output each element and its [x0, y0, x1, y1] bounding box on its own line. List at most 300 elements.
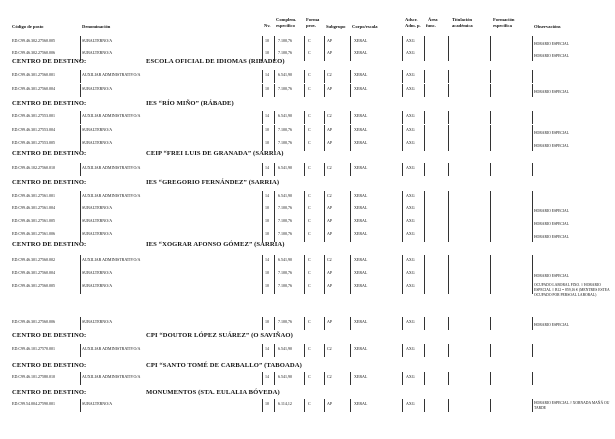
column-divider: [448, 48, 449, 61]
column-divider: [490, 229, 491, 242]
cell-comp: 6.541,90: [278, 113, 292, 118]
column-divider: [490, 372, 491, 385]
column-divider: [324, 84, 325, 97]
cell-comp: 7.100,76: [278, 50, 292, 55]
cell-sub: AP: [327, 270, 333, 275]
cell-adscr: AXG: [406, 140, 415, 145]
cell-observacions: OCUPADO LABORAL FIXO. // HORARIO ESPECIAL // B12 = 859,16 € (MENTRES ESTEA OCUPADO POR PERSOAL LABORAL): [534, 283, 610, 298]
column-divider: [262, 125, 263, 138]
cell-corpo: XERAL: [354, 50, 368, 55]
cell-sub: C2: [327, 72, 332, 77]
column-divider: [532, 281, 533, 294]
cell-observacions: HORARIO ESPECIAL: [534, 274, 569, 278]
cell-comp: 7.100,76: [278, 38, 292, 43]
section-name: IES “XOGRAR AFONSO GÓMEZ” (SARRIA): [146, 241, 285, 248]
column-divider: [402, 111, 403, 124]
cell-observacions: HORARIO ESPECIAL: [534, 323, 569, 327]
column-divider: [532, 163, 533, 176]
section-label: CENTRO DE DESTINO:: [12, 241, 87, 248]
column-divider: [350, 399, 351, 412]
cell-code: ED.C99.46.301.27561.001: [12, 193, 55, 198]
cell-corpo: XERAL: [354, 113, 368, 118]
cell-code: ED.C99.46.301.27561.004: [12, 205, 55, 210]
column-divider: [304, 84, 305, 97]
cell-code: ED.C99.46.301.27553.004: [12, 127, 55, 132]
column-divider: [424, 268, 425, 281]
column-divider: [490, 70, 491, 83]
column-divider: [402, 344, 403, 357]
cell-nv: 10: [265, 205, 269, 210]
column-divider: [402, 281, 403, 294]
column-divider: [490, 48, 491, 61]
column-divider: [324, 281, 325, 294]
column-divider: [274, 281, 275, 294]
cell-observacions: HORARIO ESPECIAL: [534, 209, 569, 213]
cell-den: AUXILIAR ADMINISTRATIVO/A: [82, 72, 141, 77]
section-label: CENTRO DE DESTINO:: [12, 58, 87, 65]
column-divider: [274, 216, 275, 229]
section-name: CPI “DOUTOR LÓPEZ SUÁREZ” (O SAVIÑAO): [146, 332, 293, 339]
column-divider: [424, 344, 425, 357]
cell-observacions: HORARIO ESPECIAL: [534, 222, 569, 226]
cell-forma: C: [308, 346, 311, 351]
header-formacion: Formación: [493, 17, 515, 22]
header-denominacion: Denominación: [82, 24, 111, 29]
column-divider: [490, 255, 491, 268]
column-divider: [350, 216, 351, 229]
cell-den: AUXILIAR ADMINISTRATIVO/A: [82, 193, 141, 198]
header-adm: Adm. p.: [405, 23, 421, 28]
cell-den: AUXILIAR ADMINISTRATIVO/A: [82, 374, 141, 379]
cell-corpo: XERAL: [354, 38, 368, 43]
column-divider: [350, 163, 351, 176]
cell-den: SUBALTERNO/A: [82, 231, 113, 236]
cell-forma: C: [308, 257, 311, 262]
cell-sub: AP: [327, 283, 333, 288]
cell-adscr: AXG: [406, 165, 415, 170]
section-name: IES “RÍO MIÑO” (RÁBADE): [146, 100, 234, 107]
column-divider: [304, 163, 305, 176]
column-divider: [350, 229, 351, 242]
cell-forma: C: [308, 231, 311, 236]
cell-comp: 7.100,76: [278, 319, 292, 324]
column-divider: [490, 216, 491, 229]
cell-observacions: HORARIO ESPECIAL: [534, 90, 569, 94]
column-divider: [262, 203, 263, 216]
column-divider: [424, 125, 425, 138]
column-divider: [402, 255, 403, 268]
column-divider: [402, 317, 403, 330]
cell-den: SUBALTERNO/A: [82, 401, 113, 406]
column-divider: [424, 84, 425, 97]
column-divider: [350, 281, 351, 294]
column-divider: [80, 125, 81, 138]
cell-den: SUBALTERNO/A: [82, 127, 113, 132]
cell-comp: 6.541,90: [278, 72, 292, 77]
section-name: CPI “SANTO TOMÉ DE CARBALLO” (TABOADA): [146, 362, 302, 369]
cell-den: AUXILIAR ADMINISTRATIVO/A: [82, 257, 141, 262]
cell-corpo: XERAL: [354, 283, 368, 288]
column-divider: [350, 203, 351, 216]
column-divider: [532, 111, 533, 124]
column-divider: [80, 203, 81, 216]
cell-code: ED.C99.46.301.27560.002: [12, 257, 55, 262]
column-divider: [448, 399, 449, 412]
column-divider: [324, 399, 325, 412]
column-divider: [424, 317, 425, 330]
cell-sub: AP: [327, 205, 333, 210]
cell-adscr: AXG: [406, 38, 415, 43]
column-divider: [490, 163, 491, 176]
cell-forma: C: [308, 205, 311, 210]
column-divider: [274, 255, 275, 268]
column-divider: [324, 70, 325, 83]
column-divider: [490, 281, 491, 294]
cell-sub: AP: [327, 50, 333, 55]
section-label: CENTRO DE DESTINO:: [12, 389, 87, 396]
cell-code: ED.C99.46.301.27560.005: [12, 283, 55, 288]
section-label: CENTRO DE DESTINO:: [12, 150, 87, 157]
cell-nv: 14: [265, 374, 269, 379]
cell-nv: 10: [265, 283, 269, 288]
cell-den: SUBALTERNO/A: [82, 140, 113, 145]
column-divider: [274, 203, 275, 216]
cell-observacions: HORARIO ESPECIAL // XORNADA MAÑÁ OU TARDE: [534, 401, 610, 411]
header-area: Área: [428, 17, 438, 22]
cell-sub: AP: [327, 401, 333, 406]
section-label: CENTRO DE DESTINO:: [12, 100, 87, 107]
column-divider: [274, 399, 275, 412]
cell-comp: 7.100,76: [278, 86, 292, 91]
cell-forma: C: [308, 38, 311, 43]
cell-nv: 14: [265, 257, 269, 262]
column-divider: [532, 70, 533, 83]
section-name: CEIP “FREI LUIS DE GRANADA” (SARRIA): [146, 150, 284, 157]
column-divider: [350, 268, 351, 281]
cell-forma: C: [308, 165, 311, 170]
cell-nv: 14: [265, 346, 269, 351]
column-divider: [262, 344, 263, 357]
column-divider: [424, 48, 425, 61]
cell-code: ED.C99.46.301.27560.004: [12, 86, 55, 91]
cell-code: ED.C99.46.101.27570.001: [12, 346, 55, 351]
column-divider: [448, 125, 449, 138]
cell-nv: 10: [265, 401, 269, 406]
cell-nv: 10: [265, 50, 269, 55]
column-divider: [448, 268, 449, 281]
cell-comp: 7.100,76: [278, 140, 292, 145]
column-divider: [262, 84, 263, 97]
column-divider: [448, 70, 449, 83]
section-label: CENTRO DE DESTINO:: [12, 332, 87, 339]
cell-forma: C: [308, 72, 311, 77]
cell-comp: 7.100,76: [278, 283, 292, 288]
column-divider: [448, 111, 449, 124]
cell-adscr: AXG: [406, 193, 415, 198]
cell-nv: 14: [265, 165, 269, 170]
column-divider: [350, 111, 351, 124]
cell-den: AUXILIAR ADMINISTRATIVO/A: [82, 165, 141, 170]
column-divider: [80, 344, 81, 357]
column-divider: [532, 48, 533, 61]
column-divider: [402, 203, 403, 216]
cell-adscr: AXG: [406, 257, 415, 262]
column-divider: [324, 163, 325, 176]
cell-corpo: XERAL: [354, 346, 368, 351]
cell-adscr: AXG: [406, 86, 415, 91]
column-divider: [80, 317, 81, 330]
cell-nv: 10: [265, 319, 269, 324]
header-corpo: Corpo/escala: [352, 24, 378, 29]
cell-sub: AP: [327, 231, 333, 236]
column-divider: [490, 399, 491, 412]
cell-adscr: AXG: [406, 205, 415, 210]
column-divider: [350, 138, 351, 151]
column-divider: [262, 216, 263, 229]
column-divider: [262, 399, 263, 412]
section-name: MONUMENTOS (STA. EULALIA BÓVEDA): [146, 389, 280, 396]
cell-nv: 10: [265, 38, 269, 43]
cell-adscr: AXG: [406, 374, 415, 379]
cell-adscr: AXG: [406, 50, 415, 55]
cell-corpo: XERAL: [354, 140, 368, 145]
column-divider: [402, 70, 403, 83]
cell-nv: 10: [265, 140, 269, 145]
column-divider: [80, 399, 81, 412]
column-divider: [424, 138, 425, 151]
column-divider: [424, 399, 425, 412]
cell-forma: C: [308, 319, 311, 324]
cell-comp: 7.100,76: [278, 127, 292, 132]
column-divider: [532, 216, 533, 229]
cell-observacions: HORARIO ESPECIAL: [534, 235, 569, 239]
cell-forma: C: [308, 140, 311, 145]
cell-corpo: XERAL: [354, 374, 368, 379]
column-divider: [402, 229, 403, 242]
column-divider: [304, 229, 305, 242]
cell-sub: AP: [327, 86, 333, 91]
column-divider: [448, 216, 449, 229]
section-name: IES “GREGORIO FERNÁNDEZ” (SARRIA): [146, 179, 280, 186]
column-divider: [448, 229, 449, 242]
column-divider: [424, 216, 425, 229]
cell-den: AUXILIAR ADMINISTRATIVO/A: [82, 113, 141, 118]
cell-code: ED.C99.46.102.27560.010: [12, 165, 55, 170]
cell-code: ED.C99.54.004.27590.001: [12, 401, 55, 406]
cell-corpo: XERAL: [354, 193, 368, 198]
column-divider: [350, 255, 351, 268]
cell-nv: 14: [265, 72, 269, 77]
column-divider: [80, 70, 81, 83]
cell-den: AUXILIAR ADMINISTRATIVO/A: [82, 346, 141, 351]
column-divider: [490, 268, 491, 281]
column-divider: [304, 203, 305, 216]
column-divider: [402, 268, 403, 281]
header-nv: Nv.: [264, 23, 271, 28]
header-observacions: Observacións: [534, 24, 561, 29]
column-divider: [262, 281, 263, 294]
cell-forma: C: [308, 193, 311, 198]
column-divider: [424, 255, 425, 268]
cell-adscr: AXG: [406, 218, 415, 223]
column-divider: [532, 125, 533, 138]
column-divider: [350, 70, 351, 83]
column-divider: [304, 281, 305, 294]
column-divider: [448, 281, 449, 294]
cell-sub: AP: [327, 319, 333, 324]
table-header: [0, 14, 615, 34]
cell-corpo: XERAL: [354, 72, 368, 77]
column-divider: [304, 216, 305, 229]
cell-nv: 10: [265, 270, 269, 275]
column-divider: [304, 344, 305, 357]
column-divider: [262, 317, 263, 330]
column-divider: [80, 84, 81, 97]
column-divider: [448, 84, 449, 97]
column-divider: [274, 111, 275, 124]
cell-forma: C: [308, 86, 311, 91]
column-divider: [324, 317, 325, 330]
cell-adscr: AXG: [406, 346, 415, 351]
cell-comp: 6.541,90: [278, 193, 292, 198]
section-label: CENTRO DE DESTINO:: [12, 362, 87, 369]
cell-adscr: AXG: [406, 283, 415, 288]
column-divider: [304, 317, 305, 330]
column-divider: [490, 317, 491, 330]
column-divider: [304, 268, 305, 281]
header-adscr: Adscr.: [405, 17, 418, 22]
column-divider: [324, 372, 325, 385]
cell-code: ED.C99.46.301.27561.006: [12, 231, 55, 236]
header-codigo: Código de posto: [12, 24, 44, 29]
column-divider: [350, 317, 351, 330]
column-divider: [402, 399, 403, 412]
cell-comp: 6.541,90: [278, 257, 292, 262]
column-divider: [448, 163, 449, 176]
cell-comp: 7.100,76: [278, 205, 292, 210]
column-divider: [402, 372, 403, 385]
column-divider: [80, 111, 81, 124]
cell-adscr: AXG: [406, 231, 415, 236]
column-divider: [324, 268, 325, 281]
column-divider: [274, 70, 275, 83]
column-divider: [424, 281, 425, 294]
cell-sub: AP: [327, 127, 333, 132]
cell-corpo: XERAL: [354, 270, 368, 275]
cell-code: ED.C99.46.101.27580.010: [12, 374, 55, 379]
column-divider: [80, 216, 81, 229]
header-subgrupo: Subgrupo: [326, 24, 346, 29]
cell-forma: C: [308, 270, 311, 275]
column-divider: [350, 372, 351, 385]
column-divider: [324, 344, 325, 357]
column-divider: [350, 48, 351, 61]
cell-sub: AP: [327, 38, 333, 43]
column-divider: [448, 344, 449, 357]
column-divider: [274, 84, 275, 97]
cell-adscr: AXG: [406, 401, 415, 406]
column-divider: [448, 317, 449, 330]
cell-sub: C2: [327, 374, 332, 379]
column-divider: [448, 372, 449, 385]
cell-code: ED.C99.46.301.27561.005: [12, 218, 55, 223]
cell-sub: AP: [327, 218, 333, 223]
cell-forma: C: [308, 401, 311, 406]
header-forma: Forma: [306, 17, 320, 22]
column-divider: [274, 163, 275, 176]
column-divider: [274, 125, 275, 138]
column-divider: [262, 268, 263, 281]
column-divider: [304, 399, 305, 412]
column-divider: [304, 372, 305, 385]
cell-code: ED.C99.46.301.27560.004: [12, 270, 55, 275]
cell-corpo: XERAL: [354, 319, 368, 324]
column-divider: [324, 111, 325, 124]
column-divider: [490, 84, 491, 97]
cell-den: SUBALTERNO/A: [82, 283, 113, 288]
cell-adscr: AXG: [406, 113, 415, 118]
cell-forma: C: [308, 283, 311, 288]
column-divider: [402, 84, 403, 97]
column-divider: [532, 203, 533, 216]
column-divider: [350, 125, 351, 138]
cell-corpo: XERAL: [354, 257, 368, 262]
column-divider: [262, 111, 263, 124]
column-divider: [274, 317, 275, 330]
column-divider: [262, 70, 263, 83]
cell-forma: C: [308, 113, 311, 118]
column-divider: [324, 216, 325, 229]
cell-sub: AP: [327, 140, 333, 145]
column-divider: [304, 70, 305, 83]
column-divider: [80, 281, 81, 294]
cell-corpo: XERAL: [354, 86, 368, 91]
header-especifico: específico: [276, 23, 295, 28]
column-divider: [274, 372, 275, 385]
cell-forma: C: [308, 127, 311, 132]
cell-den: SUBALTERNO/A: [82, 86, 113, 91]
column-divider: [262, 255, 263, 268]
cell-sub: C2: [327, 346, 332, 351]
cell-code: ED.C99.46.301.27553.001: [12, 113, 55, 118]
cell-corpo: XERAL: [354, 165, 368, 170]
cell-nv: 14: [265, 193, 269, 198]
section-name: ESCOLA OFICIAL DE IDIOMAS (RIBADEO): [146, 58, 285, 65]
cell-nv: 10: [265, 127, 269, 132]
column-divider: [80, 372, 81, 385]
cell-corpo: XERAL: [354, 127, 368, 132]
cell-adscr: AXG: [406, 127, 415, 132]
column-divider: [304, 111, 305, 124]
cell-code: ED.C99.46.301.27553.005: [12, 140, 55, 145]
cell-corpo: XERAL: [354, 401, 368, 406]
cell-comp: 7.100,76: [278, 231, 292, 236]
cell-comp: 6.541,90: [278, 374, 292, 379]
cell-nv: 10: [265, 218, 269, 223]
column-divider: [532, 344, 533, 357]
column-divider: [532, 84, 533, 97]
column-divider: [402, 163, 403, 176]
header-academica: académica: [452, 23, 473, 28]
column-divider: [424, 163, 425, 176]
column-divider: [304, 125, 305, 138]
column-divider: [262, 372, 263, 385]
cell-forma: C: [308, 218, 311, 223]
cell-nv: 10: [265, 86, 269, 91]
column-divider: [324, 203, 325, 216]
cell-nv: 14: [265, 113, 269, 118]
header-complem: Complem.: [276, 17, 297, 22]
